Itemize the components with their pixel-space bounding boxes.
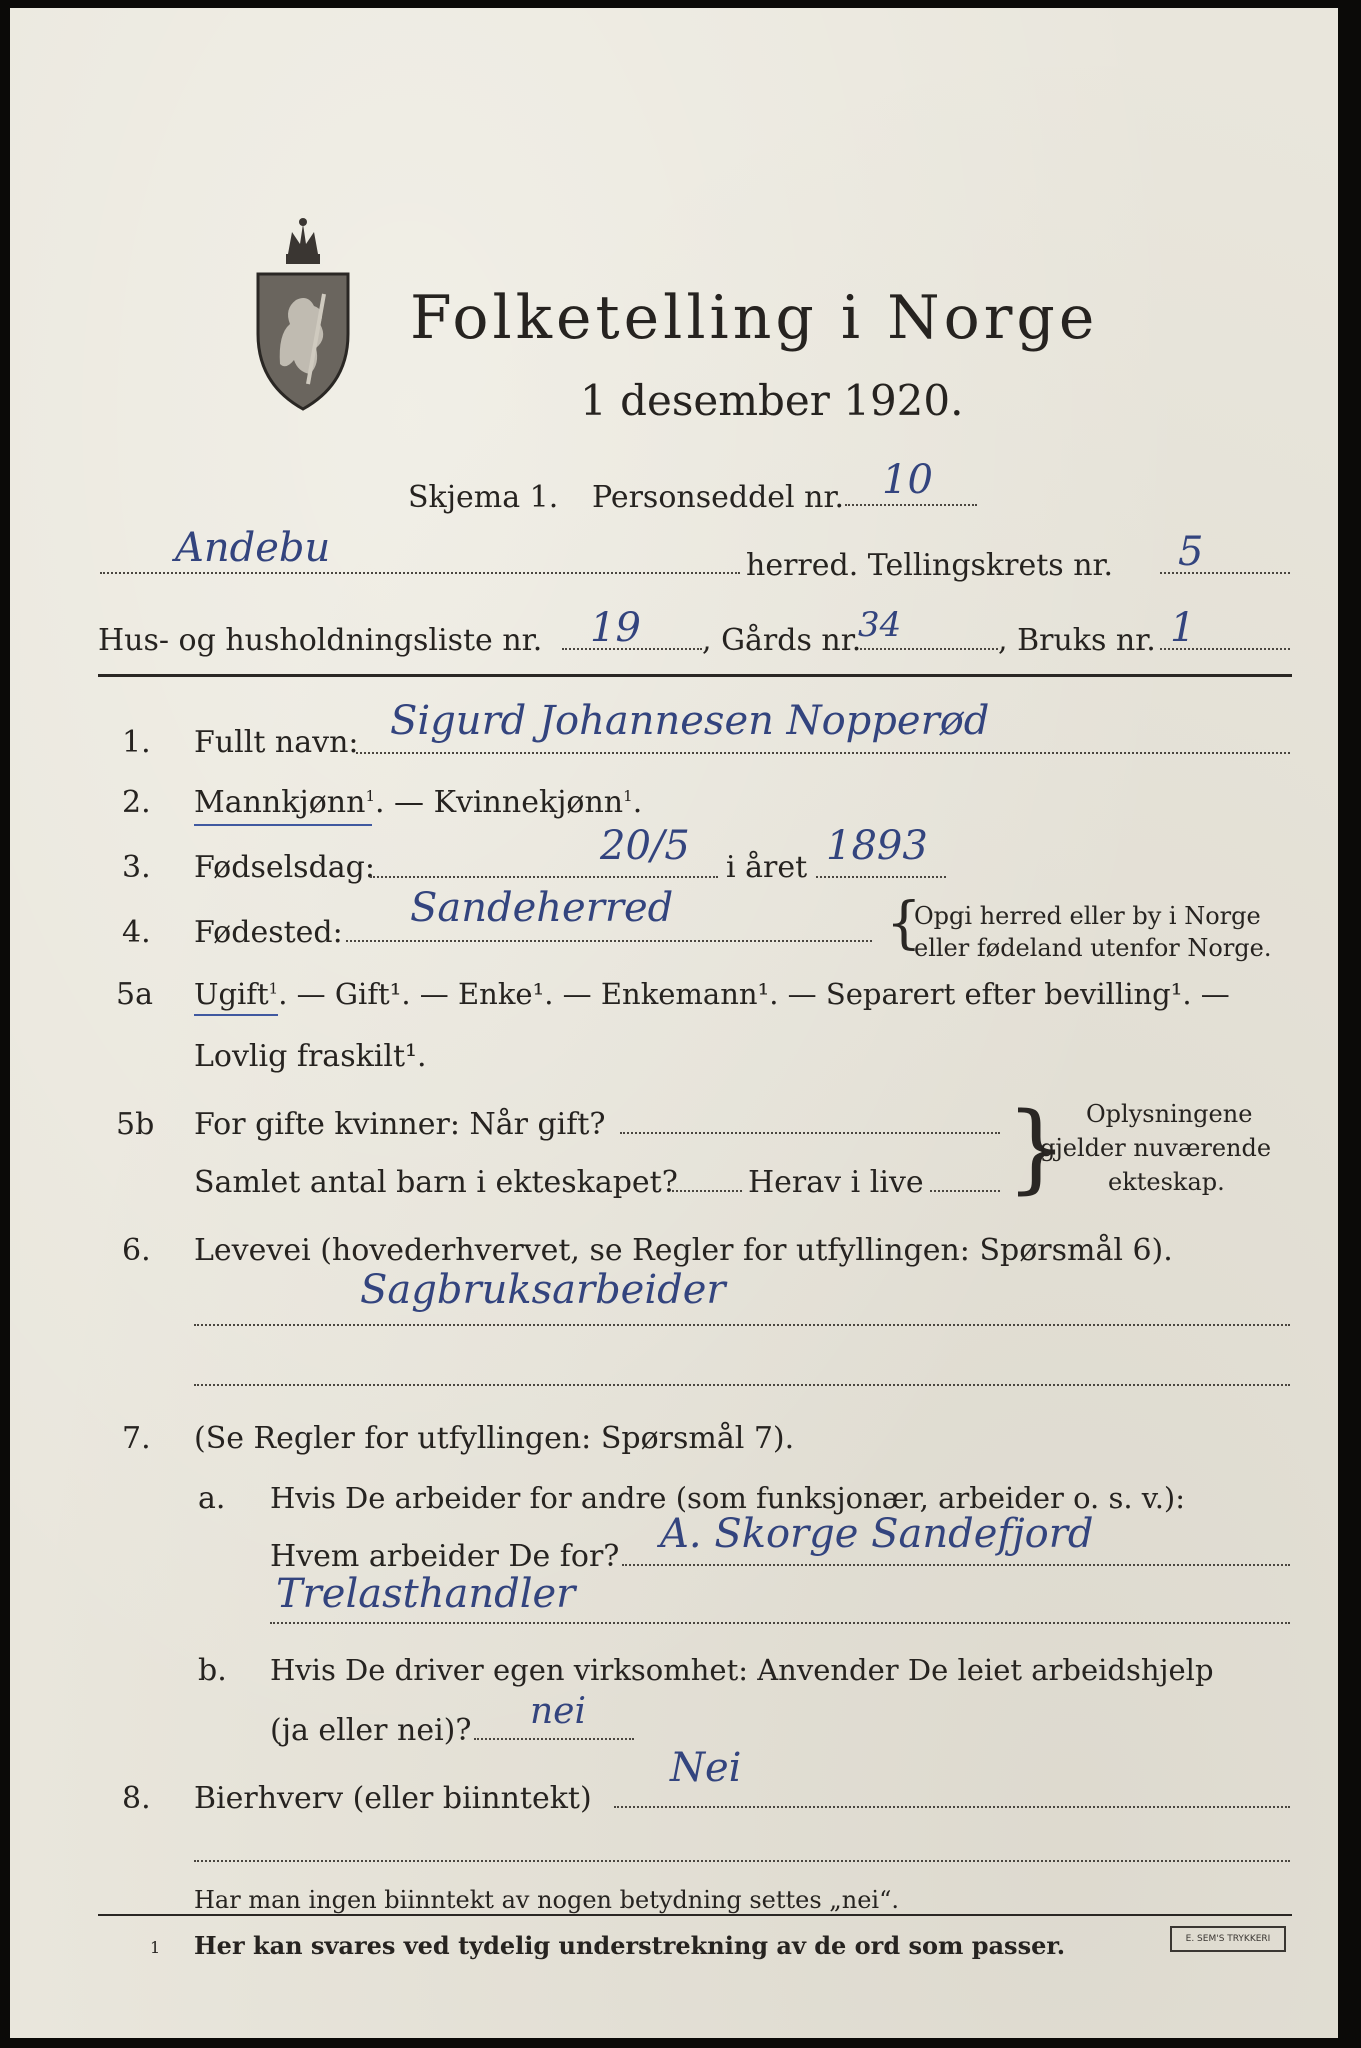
gards-value[interactable]: 34: [858, 605, 902, 645]
q6-value[interactable]: Sagbruksarbeider: [360, 1267, 726, 1313]
q7b-value[interactable]: nei: [530, 1691, 587, 1732]
hus-value[interactable]: 19: [590, 605, 641, 651]
q7a-employer-trade[interactable]: Trelasthandler: [276, 1571, 576, 1617]
q1-line: [356, 752, 1290, 754]
q5b-line1-dots: [620, 1132, 1000, 1134]
herred-label: herred. Tellingskrets nr.: [746, 548, 1114, 583]
q2-kvinne[interactable]: . — Kvinnekjønn: [374, 785, 624, 820]
q7b-line: [474, 1738, 634, 1740]
q7a-question: Hvem arbeider De for?: [270, 1539, 620, 1574]
q7a-employer[interactable]: A. Skorge Sandefjord: [660, 1511, 1094, 1557]
q7a-text: Hvis De arbeider for andre (som funksjonær, arbeider o. s. v.):: [270, 1481, 1186, 1515]
tellingskrets-value[interactable]: 5: [1178, 529, 1204, 575]
q8-label: Bierhverv (eller biinntekt): [194, 1781, 592, 1816]
skjema-label: Skjema 1.: [408, 480, 559, 515]
q5b-brace: }: [1006, 1092, 1068, 1204]
q4-number: 4.: [122, 915, 151, 950]
q3-year-line: [816, 876, 946, 878]
q6-label: Levevei (hovederhvervet, se Regler for utfyllingen: Spørsmål 6).: [194, 1233, 1173, 1268]
q2-mann[interactable]: Mannkjønn: [194, 785, 366, 820]
q1-number: 1.: [122, 725, 151, 760]
printer-stamp: [1170, 1926, 1286, 1952]
q5b-note-3: ekteskap.: [1108, 1168, 1225, 1196]
footnote-mark: 1: [150, 1938, 161, 1957]
q4-note-2: eller fødeland utenfor Norge.: [914, 934, 1272, 962]
q2-options: Mannkjønn$^1$. — Kvinnekjønn$^1$.: [194, 785, 643, 820]
personseddel-line: [845, 504, 977, 506]
q7b-text: Hvis De driver egen virksomhet: Anvender De leiet arbeidshjelp: [270, 1653, 1214, 1687]
q4-line: [346, 940, 872, 942]
q5a-underline: [194, 1014, 278, 1016]
herred-line: [100, 572, 740, 574]
q8-number: 8.: [122, 1781, 151, 1816]
q4-brace: {: [886, 891, 922, 956]
q5b-line2a-dots: [672, 1190, 742, 1192]
q7a-letter: a.: [198, 1481, 226, 1516]
gards-line: [860, 648, 998, 650]
coat-of-arms-icon: [250, 214, 356, 414]
q7-label: (Se Regler for utfyllingen: Spørsmål 7).: [194, 1421, 795, 1456]
q6-number: 6.: [122, 1233, 151, 1268]
q7b-letter: b.: [198, 1653, 227, 1688]
q2-number: 2.: [122, 785, 151, 820]
q5a-number: 5a: [116, 977, 153, 1012]
census-form: [10, 8, 1338, 2038]
q5a-options: Ugift$^1$. — Gift¹. — Enke¹. — Enkemann¹. — Separert efter bevilling¹. —: [194, 977, 1230, 1011]
q1-value[interactable]: Sigurd Johannesen Nopperød: [390, 698, 990, 744]
footer-note: Har man ingen biinntekt av nogen betydning settes „nei“.: [194, 1886, 899, 1914]
q5a-fraskilt[interactable]: Lovlig fraskilt¹.: [194, 1039, 427, 1074]
q5b-line2b: Herav i live: [748, 1165, 924, 1200]
q3-day-line: [370, 876, 718, 878]
q3-year-value[interactable]: 1893: [826, 823, 928, 869]
q7a-line-1: [622, 1564, 1290, 1566]
q3-label: Fødselsdag:: [194, 850, 375, 885]
q5b-line2b-dots: [930, 1190, 1000, 1192]
form-title: Folketelling i Norge: [410, 283, 1099, 353]
personseddel-label: Personseddel nr.: [592, 480, 845, 515]
q6-line-1: [194, 1324, 1290, 1326]
q7-number: 7.: [122, 1421, 151, 1456]
q5b-line2a: Samlet antal barn i ekteskapet?: [194, 1165, 678, 1200]
q5b-number: 5b: [116, 1107, 155, 1142]
header-divider: [98, 674, 1292, 677]
herred-value[interactable]: Andebu: [175, 525, 331, 571]
q5a-rest[interactable]: . — Gift¹. — Enke¹. — Enkemann¹. — Separert efter bevilling¹. —: [278, 977, 1230, 1011]
personseddel-value[interactable]: 10: [882, 457, 933, 503]
bruks-label: , Bruks nr.: [998, 623, 1156, 658]
printer-stamp-text: E. SEM'S TRYKKERI: [1185, 1934, 1271, 1944]
gards-label: , Gårds nr.: [702, 623, 862, 658]
q4-note-1: Opgi herred eller by i Norge: [914, 902, 1261, 930]
q8-line-1: [614, 1806, 1290, 1808]
q7a-line-2: [270, 1622, 1290, 1624]
census-date: 1 desember 1920.: [580, 376, 964, 425]
q1-label: Fullt navn:: [194, 725, 359, 760]
q3-day-value[interactable]: 20/5: [600, 823, 690, 869]
q5a-ugift[interactable]: Ugift: [194, 977, 269, 1011]
q4-value[interactable]: Sandeherred: [410, 885, 674, 931]
bruks-value[interactable]: 1: [1170, 605, 1196, 651]
q5b-note-2: gjelder nuværende: [1040, 1134, 1272, 1162]
q3-number: 3.: [122, 850, 151, 885]
q3-year-label: i året: [726, 850, 808, 885]
q8-line-2: [194, 1860, 1290, 1862]
q2-end: .: [632, 785, 643, 820]
q6-line-2: [194, 1384, 1290, 1386]
q8-value[interactable]: Nei: [670, 1745, 742, 1791]
footer-divider: [98, 1914, 1292, 1916]
q4-label: Fødested:: [194, 915, 343, 950]
hus-label: Hus- og husholdningsliste nr.: [98, 623, 543, 658]
q5b-line1: For gifte kvinner: Når gift?: [194, 1107, 606, 1142]
footnote-text: Her kan svares ved tydelig understrekning av de ord som passer.: [194, 1931, 1066, 1960]
q2-underline: [194, 824, 372, 826]
q5b-note-1: Oplysningene: [1086, 1100, 1253, 1128]
q7b-question: (ja eller nei)?: [270, 1713, 472, 1748]
